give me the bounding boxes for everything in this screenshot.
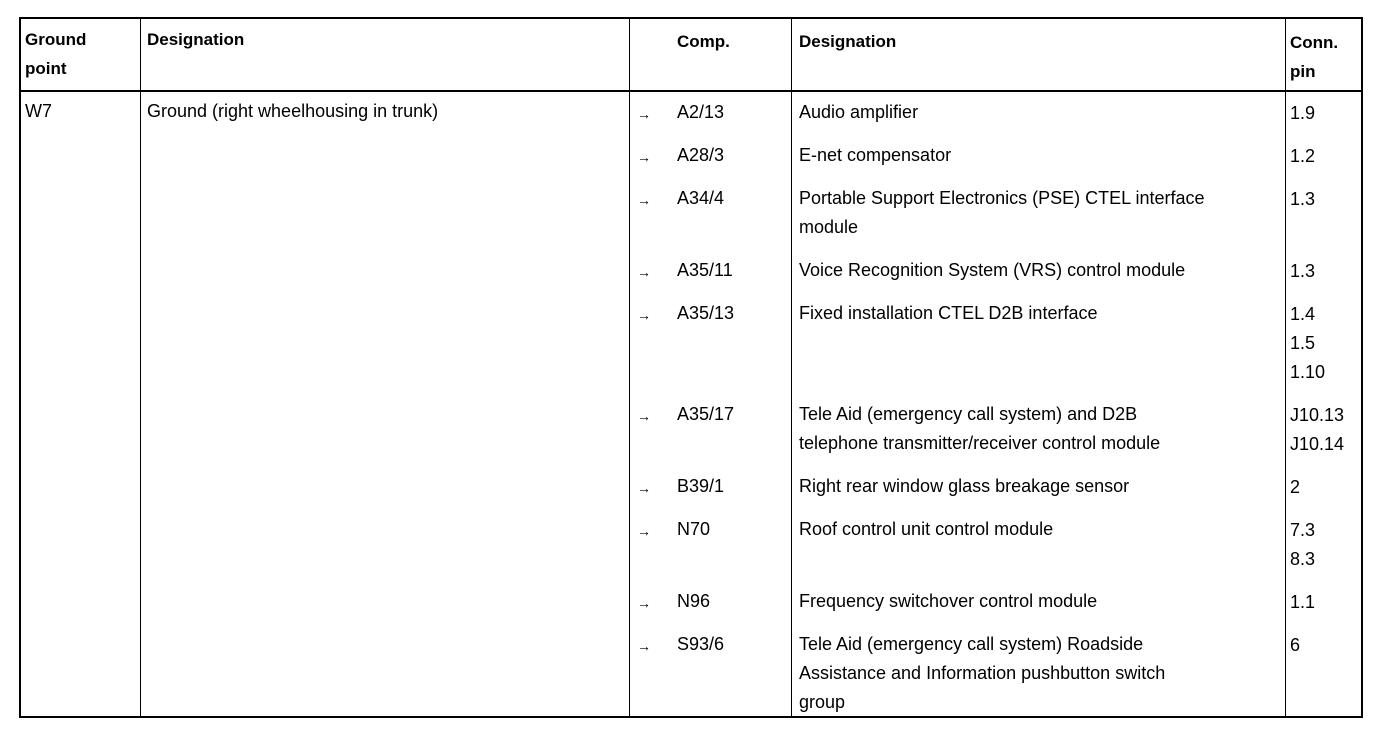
arrow-icon: → (637, 595, 651, 611)
header-comp: Comp. (677, 32, 730, 51)
column-divider (629, 19, 630, 716)
component-code: A35/13 (677, 303, 735, 323)
header-designation-right: Designation (799, 32, 897, 51)
column-divider (140, 19, 141, 716)
component-code: A28/3 (677, 145, 725, 165)
arrow-icon: → (637, 149, 651, 165)
arrow-icon: → (637, 307, 651, 323)
arrow-icon: → (637, 264, 651, 280)
arrow-icon: → (637, 192, 651, 208)
header-designation-left: Designation (147, 30, 245, 49)
connector-pin: 1.3 (1290, 261, 1316, 281)
column-divider (1285, 19, 1286, 716)
connector-pin: 1.9 (1290, 103, 1316, 123)
component-designation: telephone transmitter/receiver control module (799, 433, 1161, 453)
component-designation: Right rear window glass breakage sensor (799, 476, 1130, 496)
component-designation: E-net compensator (799, 145, 952, 165)
component-designation: Fixed installation CTEL D2B interface (799, 303, 1098, 323)
component-code: A2/13 (677, 102, 725, 122)
component-designation: module (799, 217, 859, 237)
component-designation: group (799, 692, 846, 712)
connector-pin: 1.1 (1290, 592, 1316, 612)
component-designation: Portable Support Electronics (PSE) CTEL interface (799, 188, 1205, 208)
component-code: A34/4 (677, 188, 725, 208)
ground-designation: Ground (right wheelhousing in trunk) (147, 101, 439, 121)
header-divider (21, 90, 1361, 92)
arrow-icon: → (637, 106, 651, 122)
connector-pin: 1.10 (1290, 362, 1326, 382)
ground-point-value: W7 (25, 101, 52, 121)
connector-pin: 7.3 (1290, 520, 1316, 540)
component-designation: Roof control unit control module (799, 519, 1054, 539)
arrow-icon: → (637, 523, 651, 539)
arrow-icon: → (637, 480, 651, 496)
connector-pin: 2 (1290, 477, 1301, 497)
component-designation: Voice Recognition System (VRS) control module (799, 260, 1186, 280)
component-code: N70 (677, 519, 711, 539)
connector-pin: 1.2 (1290, 146, 1316, 166)
header-ground-point-line-2: point (25, 59, 67, 78)
component-designation: Assistance and Information pushbutton switch (799, 663, 1166, 683)
connector-pin: J10.14 (1290, 434, 1345, 454)
component-designation: Frequency switchover control module (799, 591, 1098, 611)
component-designation: Audio amplifier (799, 102, 919, 122)
connector-pin: 8.3 (1290, 549, 1316, 569)
header-ground-point-line-1: Ground (25, 30, 87, 49)
arrow-icon: → (637, 408, 651, 424)
header-conn-pin-line-2: pin (1290, 62, 1316, 81)
ground-point-table (19, 17, 1363, 718)
connector-pin: J10.13 (1290, 405, 1345, 425)
component-code: A35/11 (677, 260, 733, 280)
component-designation: Tele Aid (emergency call system) Roadside (799, 634, 1144, 654)
component-designation: Tele Aid (emergency call system) and D2B (799, 404, 1138, 424)
component-code: B39/1 (677, 476, 725, 496)
connector-pin: 6 (1290, 635, 1301, 655)
connector-pin: 1.4 (1290, 304, 1316, 324)
arrow-icon: → (637, 638, 651, 654)
component-code: S93/6 (677, 634, 725, 654)
component-code: N96 (677, 591, 711, 611)
component-code: A35/17 (677, 404, 735, 424)
connector-pin: 1.5 (1290, 333, 1316, 353)
connector-pin: 1.3 (1290, 189, 1316, 209)
header-conn-pin-line-1: Conn. (1290, 33, 1339, 52)
column-divider (791, 19, 792, 716)
